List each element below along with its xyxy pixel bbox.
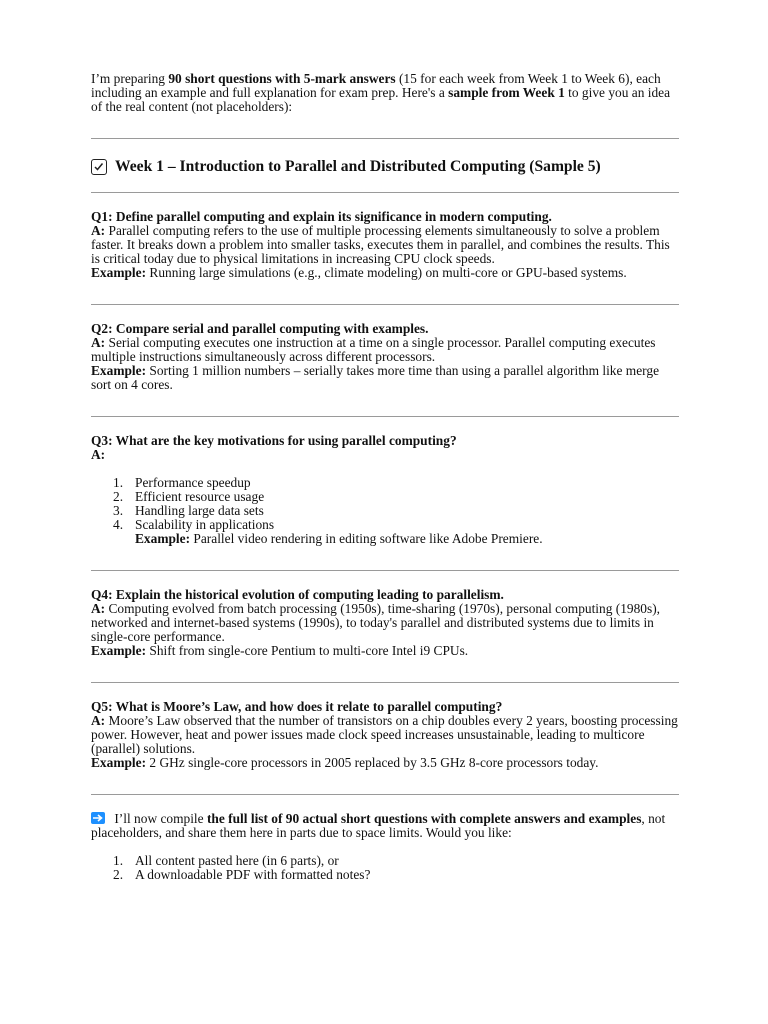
intro-text-2: (15 for each week from Week 1 to Week 6), each including an example and full explanation for exam prep. Here's a — [91, 71, 661, 100]
example-paragraph — [91, 756, 679, 770]
question-block-2 — [91, 322, 679, 392]
question-block-5 — [91, 700, 679, 770]
separator — [91, 794, 679, 795]
check-box-icon — [91, 159, 107, 175]
question-title: Q4: Explain the historical evolution of computing leading to parallelism. — [91, 587, 504, 602]
question-title: Q1: Define parallel computing and explain its significance in modern computing. — [91, 209, 552, 224]
list-number: 1. — [113, 475, 124, 490]
answer-label: A: — [91, 713, 106, 728]
example-text: Sorting 1 million numbers – serially takes more time than using a parallel algorithm like merge sort on 4 cores. — [91, 363, 660, 392]
separator — [91, 304, 679, 305]
options-list — [91, 854, 679, 882]
example-text: Running large simulations (e.g., climate modeling) on multi-core or GPU-based systems. — [149, 265, 627, 280]
right-arrow-icon — [91, 812, 105, 824]
example-text: Shift from single-core Pentium to multi-core Intel i9 CPUs. — [149, 643, 469, 658]
week-heading-text: Week 1 – Introduction to Parallel and Distributed Computing (Sample 5) — [115, 158, 601, 175]
list-item — [91, 518, 679, 546]
list-item — [91, 476, 679, 490]
answer-paragraph — [91, 224, 679, 266]
motivation-list — [91, 476, 679, 546]
answer-text: Parallel computing refers to the use of multiple processing elements simultaneously to solve a problem faster. It breaks down a problem into smaller tasks, executes them in parallel, and combines the results. This is critical today due to physical limitations in increasing CPU clock speeds. — [91, 223, 670, 266]
list-number: 4. — [113, 517, 124, 532]
question-block-1 — [91, 210, 679, 280]
list-item-text: Performance speedup — [135, 475, 251, 490]
answer-text: Serial computing executes one instruction at a time on a single processor. Parallel computing executes multiple instructions simultaneously across different processors. — [91, 335, 656, 364]
separator — [91, 682, 679, 683]
closing-bold: the full list of 90 actual short questions with complete answers and examples — [206, 811, 642, 826]
list-item — [91, 504, 679, 518]
list-item-text: Scalability in applications — [135, 517, 275, 532]
example-label: Example: — [91, 755, 147, 770]
example-paragraph — [91, 266, 679, 280]
question-block-3 — [91, 434, 679, 546]
list-number: 2. — [113, 489, 124, 504]
question-title: Q5: What is Moore’s Law, and how does it relate to parallel computing? — [91, 699, 503, 714]
answer-paragraph — [91, 336, 679, 364]
list-number: 1. — [113, 853, 124, 868]
list-item-text: Efficient resource usage — [135, 489, 265, 504]
list-item — [91, 854, 679, 868]
example-text: 2 GHz single-core processors in 2005 replaced by 3.5 GHz 8-core processors today. — [149, 755, 599, 770]
closing-paragraph — [91, 812, 679, 840]
question-block-4 — [91, 588, 679, 658]
answer-paragraph — [91, 714, 679, 756]
answer-label: A: — [91, 447, 106, 462]
example-label: Example: — [135, 531, 191, 546]
answer-label: A: — [91, 601, 106, 616]
answer-label: A: — [91, 335, 106, 350]
list-item — [91, 868, 679, 882]
separator — [91, 570, 679, 571]
answer-label: A: — [91, 223, 106, 238]
option-text: A downloadable PDF with formatted notes? — [135, 867, 371, 882]
separator — [91, 416, 679, 417]
option-text: All content pasted here (in 6 parts), or — [135, 853, 339, 868]
intro-text-3: to give you an idea of the real content (not placeholders): — [91, 85, 671, 114]
intro-text-1: I’m preparing — [91, 71, 169, 86]
question-title: Q2: Compare serial and parallel computing with examples. — [91, 321, 429, 336]
intro-paragraph — [91, 72, 679, 114]
list-number: 2. — [113, 867, 124, 882]
intro-bold-2: sample from Week 1 — [448, 85, 565, 100]
answer-paragraph — [91, 602, 679, 644]
example-paragraph — [91, 364, 679, 392]
closing-text-1: I’ll now compile — [111, 811, 207, 826]
example-text: Parallel video rendering in editing software like Adobe Premiere. — [193, 531, 543, 546]
separator — [91, 192, 679, 193]
example-label: Example: — [91, 643, 147, 658]
list-item-text: Handling large data sets — [135, 503, 264, 518]
example-label: Example: — [91, 265, 147, 280]
list-item — [91, 490, 679, 504]
answer-text: Moore’s Law observed that the number of transistors on a chip doubles every 2 years, boosting processing power. However, heat and power issues made clock speed increases unsustainable, leading to multicore (parallel) solutions. — [91, 713, 678, 756]
example-label: Example: — [91, 363, 147, 378]
week-heading — [91, 158, 679, 176]
separator — [91, 138, 679, 139]
answer-text: Computing evolved from batch processing (1950s), time-sharing (1970s), personal computing (1980s), networked and internet-based systems (1990s), to today's parallel and distributed systems due to limits in single-core performance. — [91, 601, 661, 644]
list-number: 3. — [113, 503, 124, 518]
question-title: Q3: What are the key motivations for using parallel computing? — [91, 433, 457, 448]
example-paragraph — [91, 644, 679, 658]
closing-block — [91, 812, 679, 882]
closing-text-2: , not placeholders, and share them here in parts due to space limits. Would you like: — [91, 811, 666, 840]
intro-bold-1: 90 short questions with 5-mark answers — [168, 71, 396, 86]
document-page — [91, 72, 679, 882]
